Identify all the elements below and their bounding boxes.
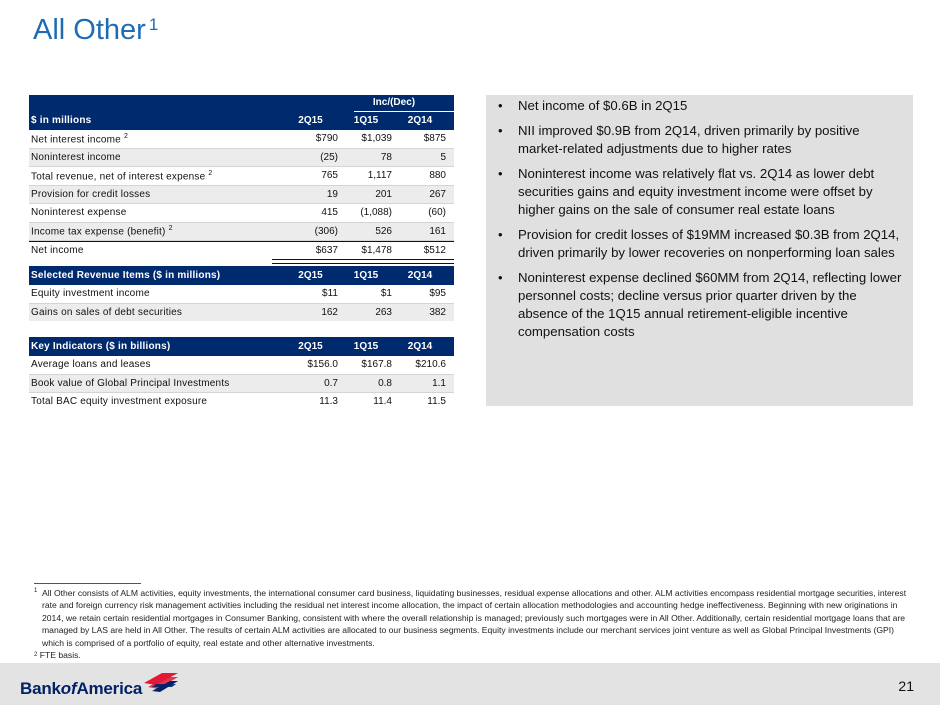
indicators-header-c2: 1Q15 xyxy=(353,341,379,352)
footer-bar xyxy=(0,663,940,705)
table-row xyxy=(29,223,454,242)
bullet-item: • Provision for credit losses of $19MM increased $0.3B from 2Q14, driven primarily by lower recoveries on nonperforming loan sales xyxy=(498,227,900,260)
indicators-header-c1: 2Q15 xyxy=(298,341,323,352)
income-header-c1: 2Q15 xyxy=(298,115,323,127)
revenue-cell-c1: $11 xyxy=(322,288,338,300)
revenue-cell-c1: 162 xyxy=(321,306,338,318)
footnote-1-marker: 1 xyxy=(34,588,38,594)
income-cell-c3: 267 xyxy=(429,188,446,200)
bullet-icon: • xyxy=(498,270,503,285)
table-row xyxy=(29,393,454,411)
double-underline xyxy=(272,259,454,264)
indicators-cell-c2: $167.8 xyxy=(361,359,392,371)
income-cell-c2: $1,478 xyxy=(361,245,392,257)
income-cell-c2: (1,088) xyxy=(360,207,392,219)
income-cell-c1: $790 xyxy=(315,133,338,145)
table-row xyxy=(29,304,454,322)
revenue-header-c2: 1Q15 xyxy=(353,270,379,281)
income-table xyxy=(29,95,454,260)
revenue-cell-c2: 263 xyxy=(375,306,392,318)
income-cell-c2: $1,039 xyxy=(361,133,392,145)
page-number: 21 xyxy=(898,678,914,694)
income-cell-c1: $637 xyxy=(315,245,338,257)
income-cell-c1: 765 xyxy=(321,170,338,182)
page-title: All Other $^1$ xyxy=(33,14,159,46)
revenue-table xyxy=(29,266,454,321)
revenue-cell-c3: 382 xyxy=(429,306,446,318)
income-cell-c3: 5 xyxy=(440,151,446,163)
bullet-list xyxy=(486,95,913,341)
income-table-body xyxy=(29,130,454,260)
revenue-table-header xyxy=(29,266,454,285)
revenue-row-label: Gains on sales of debt securities xyxy=(31,306,183,318)
income-row-label: Income tax expense (benefit) $^2$ xyxy=(31,225,173,238)
income-cell-c1: 415 xyxy=(321,207,338,219)
indicators-table xyxy=(29,337,454,411)
footnote-marker: 2 xyxy=(168,225,173,233)
income-cell-c3: $512 xyxy=(423,245,446,257)
footnote-1 xyxy=(34,587,914,649)
income-row-label: Provision for credit losses xyxy=(31,188,151,200)
indicators-cell-c1: 11.3 xyxy=(319,396,338,408)
income-cell-c3: $875 xyxy=(423,133,446,145)
income-cell-c3: (60) xyxy=(428,207,446,219)
footnote-2 xyxy=(34,649,914,661)
indicators-table-body xyxy=(29,356,454,411)
income-cell-c2: 526 xyxy=(375,225,392,237)
income-header-label: $ in millions xyxy=(31,115,92,127)
inc-dec-label: Inc/(Dec) xyxy=(372,97,416,108)
table-row xyxy=(29,167,454,186)
footnote-2-text: FTE basis. xyxy=(39,650,81,661)
table-row xyxy=(29,130,454,149)
revenue-table-body xyxy=(29,285,454,321)
indicators-header-label: Key Indicators ($ in billions) xyxy=(31,341,171,352)
revenue-header-c1: 2Q15 xyxy=(298,270,323,281)
flagscape-icon xyxy=(142,671,180,693)
footnote-1-text: All Other consists of ALM activities, equity investments, the international consumer card business, liquidating businesses, residual expense allocations and other. ALM activities encompass residential mortgage securities, interest rate and foreign currency risk management activities including the residual net interest income allocation, the impact of certain allocation methodologies and accounting hedge ineffectiveness. Beginning with new originations in 2014, we retain certain residential mortgages in Consumer Banking, consistent with where the overall relationship is managed; previously such mortgages were in All Other. Additionally, certain residential mortgage loans that are managed by LAS are held in All Other. The results of certain ALM activities are allocated to our business segments. Equity investments include our merchant services joint venture as well as Global Principal Investments (GPI) which is comprised of a portfolio of equity, real estate and other alternative investments. xyxy=(42,588,907,648)
income-row-label: Noninterest expense xyxy=(31,207,127,219)
table-row xyxy=(29,241,454,260)
indicators-cell-c3: 11.5 xyxy=(427,396,446,408)
income-cell-c2: 78 xyxy=(380,151,392,163)
indicators-cell-c3: $210.6 xyxy=(415,359,446,371)
income-cell-c1: 19 xyxy=(326,188,338,200)
bullet-item: • Noninterest income was relatively flat vs. 2Q14 as lower debt securities gains and equity investment income were offset by higher gains on the sale of consumer real estate loans xyxy=(498,166,875,217)
income-row-label: Net income xyxy=(31,245,84,257)
income-cell-c3: 161 xyxy=(429,225,446,237)
table-row xyxy=(29,204,454,223)
table-row xyxy=(29,375,454,394)
income-table-header xyxy=(29,95,454,130)
table-row xyxy=(29,186,454,205)
indicators-row-label: Book value of Global Principal Investments xyxy=(31,377,230,389)
income-cell-c2: 1,117 xyxy=(367,170,392,182)
income-cell-c3: 880 xyxy=(429,170,446,182)
revenue-row-label: Equity investment income xyxy=(31,288,150,300)
income-cell-c2: 201 xyxy=(375,188,392,200)
bullet-item: • NII improved $0.9B from 2Q14, driven primarily by positive market-related adjustments due to higher rates xyxy=(498,123,860,156)
indicators-cell-c2: 11.4 xyxy=(373,396,392,408)
bullet-icon: • xyxy=(498,123,503,138)
income-header-c2: 1Q15 xyxy=(353,115,379,127)
revenue-header-label: Selected Revenue Items ($ in millions) xyxy=(31,270,221,281)
indicators-row-label: Total BAC equity investment exposure xyxy=(31,396,208,408)
bullet-icon: • xyxy=(498,227,503,242)
bullet-item: • Net income of $0.6B in 2Q15 xyxy=(498,98,688,113)
table-row xyxy=(29,285,454,304)
indicators-table-header xyxy=(29,337,454,356)
title-footnote-marker: 1 xyxy=(148,15,159,34)
bullet-icon: • xyxy=(498,166,503,181)
footnote-marker: 2 xyxy=(123,132,129,140)
indicators-header-c3: 2Q14 xyxy=(407,341,433,352)
footnotes xyxy=(34,587,914,661)
income-row-label: Net interest income $^2$ xyxy=(31,132,129,145)
indicators-cell-c1: $156.0 xyxy=(307,359,338,371)
income-cell-c1: (306) xyxy=(314,225,338,237)
footnote-marker: 2 xyxy=(208,169,213,177)
footnote-divider xyxy=(34,583,141,584)
indicators-row-label: Average loans and leases xyxy=(31,359,151,371)
indicators-cell-c2: 0.8 xyxy=(378,377,392,389)
indicators-cell-c3: 1.1 xyxy=(432,377,446,389)
revenue-cell-c3: $95 xyxy=(429,288,446,300)
footnote-2-marker: 2 xyxy=(34,652,38,659)
income-cell-c1: (25) xyxy=(320,151,338,163)
bank-of-america-logo: BankofAmerica xyxy=(20,679,143,698)
revenue-cell-c2: $1 xyxy=(380,288,392,300)
bullet-icon: • xyxy=(498,98,503,113)
table-row xyxy=(29,149,454,168)
bullet-item: • Noninterest expense declined $60MM from 2Q14, reflecting lower personnel costs; decline versus prior quarter driven by the absence of the 1Q15 annual retirement-eligible incentive compensation costs xyxy=(498,270,902,339)
income-row-label: Noninterest income xyxy=(31,151,121,163)
table-row xyxy=(29,356,454,375)
income-header-c3: 2Q14 xyxy=(407,115,433,127)
indicators-cell-c1: 0.7 xyxy=(324,377,338,389)
commentary-panel xyxy=(486,95,913,406)
income-row-label: Total revenue, net of interest expense $^2$ xyxy=(31,169,213,182)
revenue-header-c3: 2Q14 xyxy=(407,270,433,281)
